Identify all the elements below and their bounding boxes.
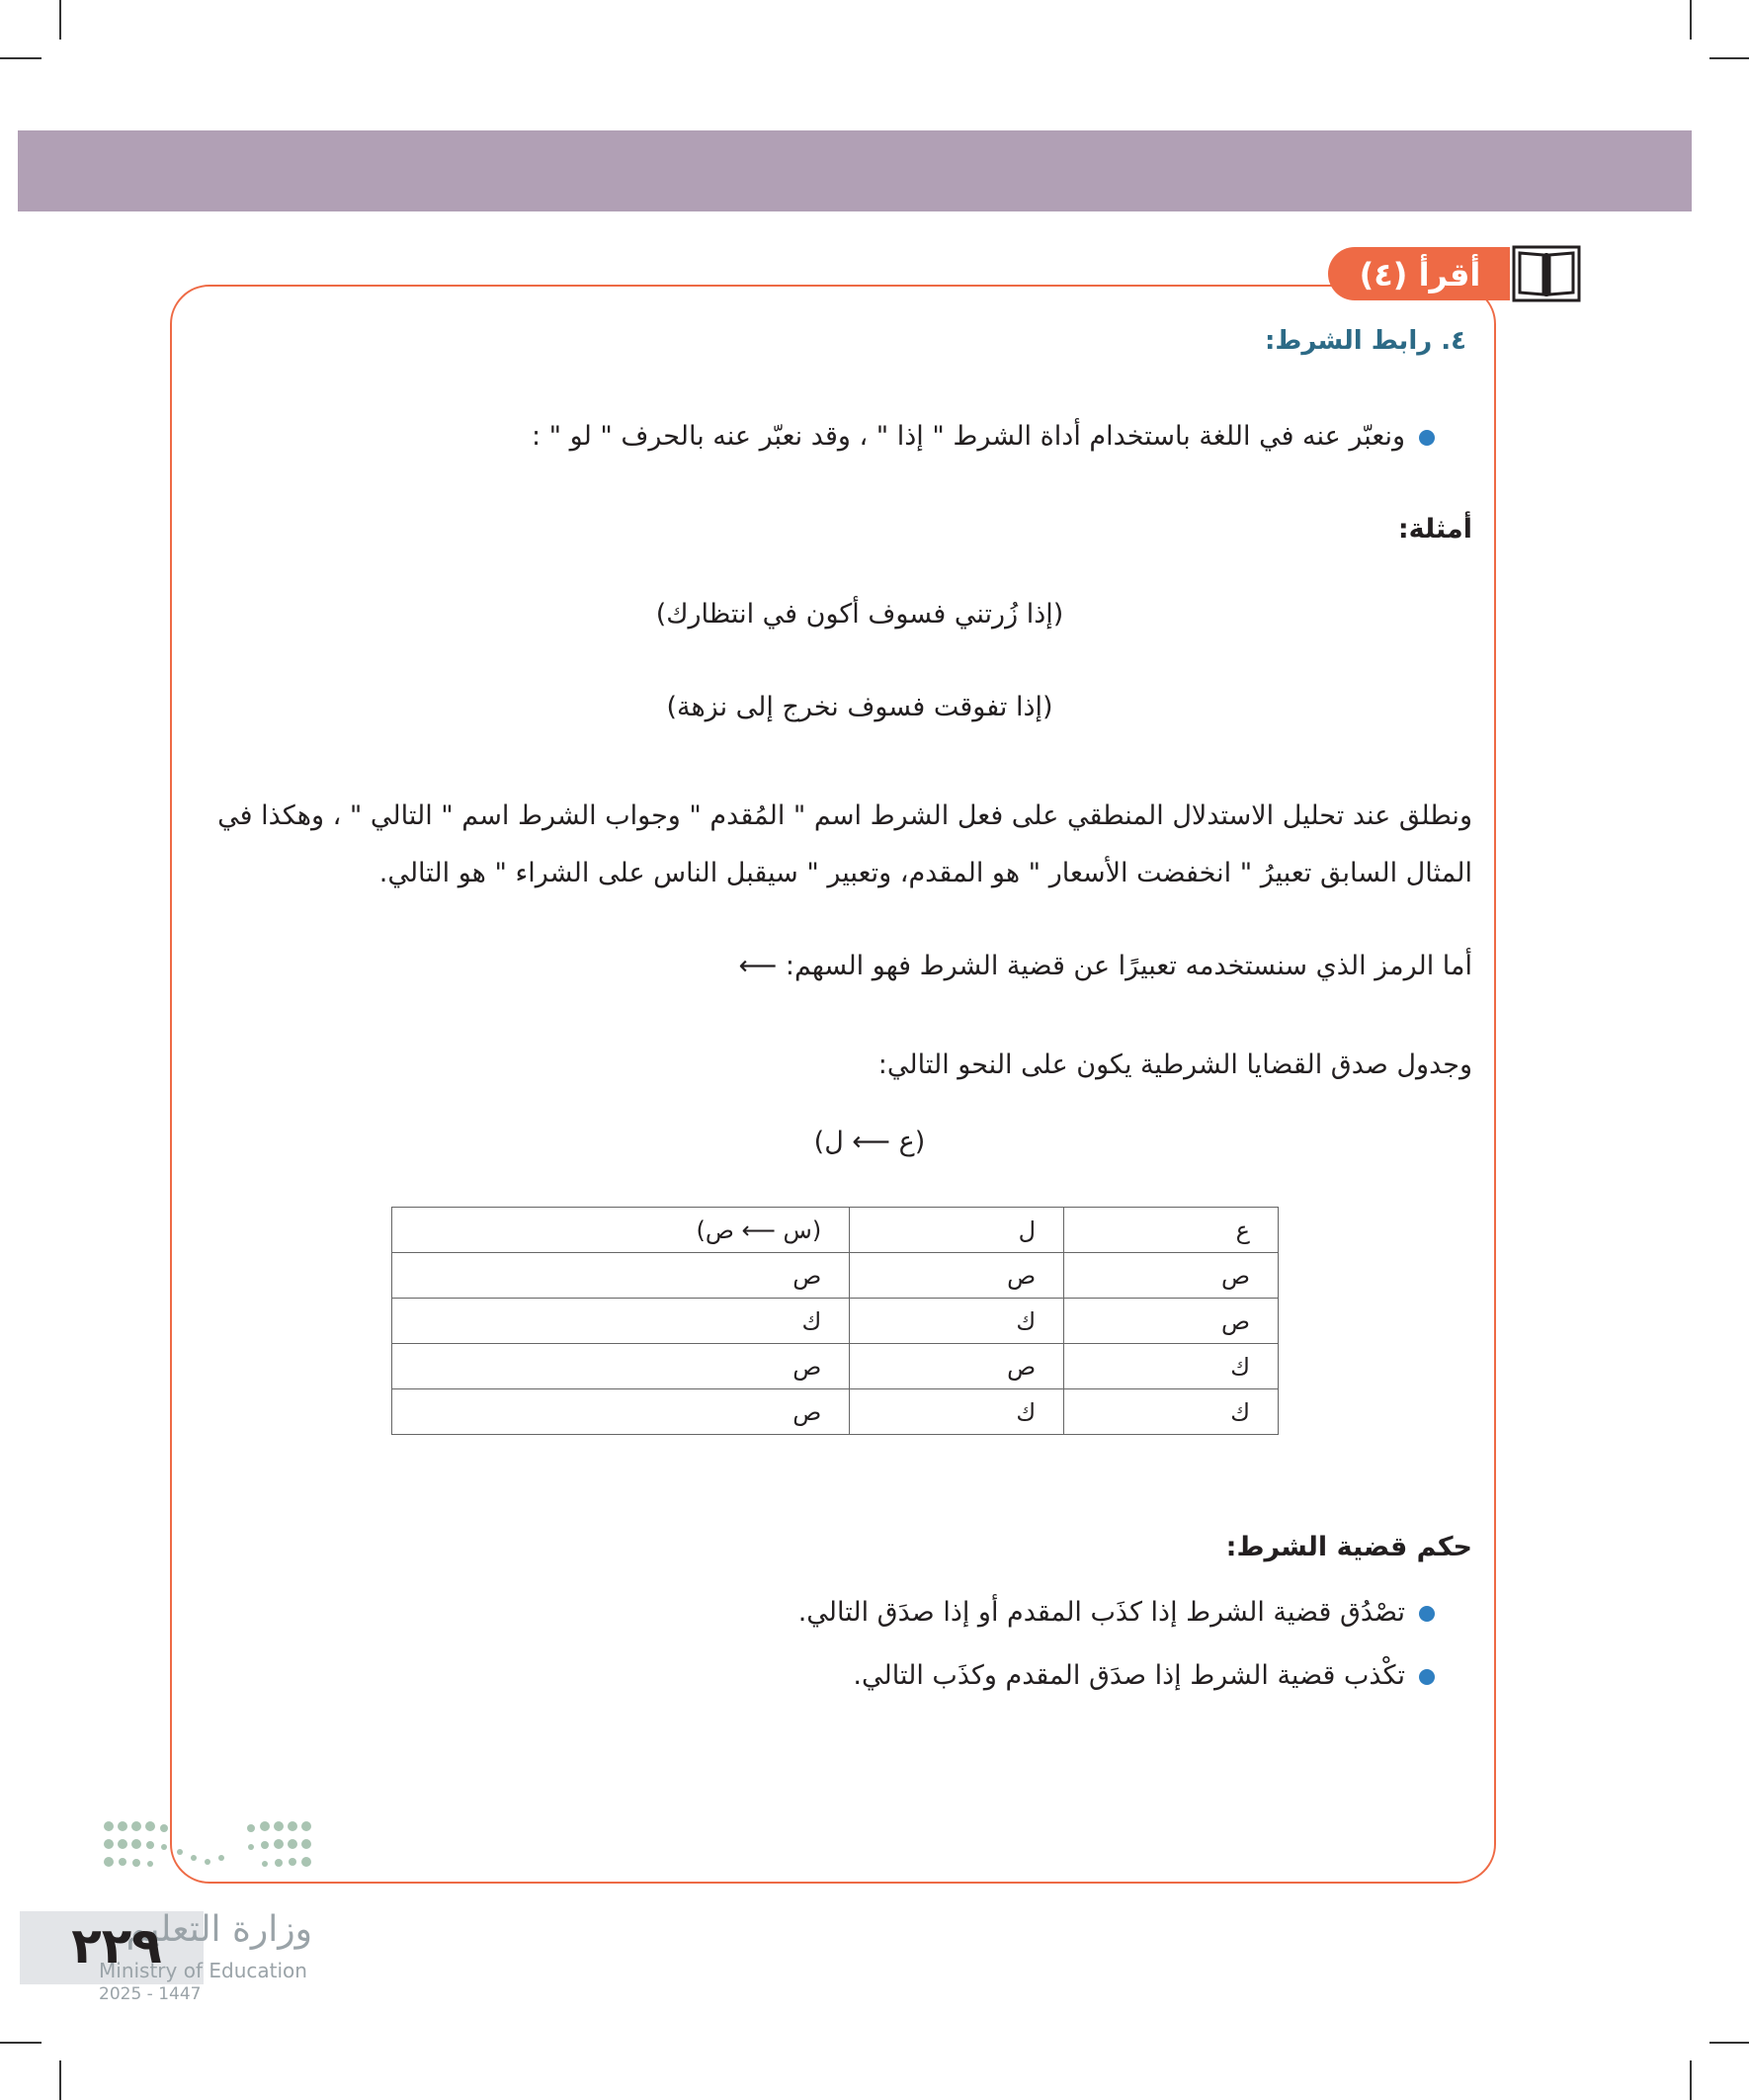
table-cell: ك (1064, 1389, 1279, 1435)
crop-mark (59, 2060, 61, 2100)
section-title: ٤. رابط الشرط: (1264, 326, 1466, 356)
table-cell: ص (392, 1253, 850, 1299)
crop-mark (0, 57, 42, 59)
ministry-year: 2025 - 1447 (99, 1984, 202, 2004)
table-row (392, 1344, 1279, 1389)
example-1: (إذا زُرتني فسوف أكون في انتظارك) (655, 599, 1064, 630)
rule-bullet-1 (798, 1585, 1435, 1640)
rule-bullet-2-text: تكْذب قضية الشرط إذا صدَق المقدم وكذَب التالي. (853, 1660, 1405, 1691)
table-cell: ص (1064, 1299, 1279, 1344)
table-cell: ك (1064, 1344, 1279, 1389)
table-header-row (392, 1208, 1279, 1253)
table-row (392, 1299, 1279, 1344)
crop-mark (59, 0, 61, 40)
crop-mark (0, 2042, 42, 2044)
rule-bullet-2 (853, 1648, 1435, 1704)
table-cell: ك (850, 1299, 1064, 1344)
intro-text: ونعبّر عنه في اللغة باستخدام أداة الشرط " إذا " ، وقد نعبّر عنه بالحرف " لو " : (531, 421, 1405, 452)
table-cell: ص (850, 1344, 1064, 1389)
rule-bullet-1-text: تصْدُق قضية الشرط إذا كذَب المقدم أو إذا صدَق التالي. (797, 1597, 1405, 1628)
table-cell: ك (392, 1299, 850, 1344)
ministry-name-ar: وزارة التعليم (125, 1909, 312, 1950)
bullet-icon (1419, 1606, 1435, 1622)
table-cell: ص (392, 1389, 850, 1435)
table-header-cell: (س ⟵ ص) (392, 1208, 850, 1253)
book-icon (1512, 245, 1581, 302)
examples-heading: أمثلة: (1397, 514, 1472, 545)
ministry-name-en: Ministry of Education (99, 1959, 307, 1982)
bullet-icon (1419, 1669, 1435, 1685)
example-2: (إذا تفوقت فسوف نخرج إلى نزهة) (666, 692, 1053, 722)
intro-bullet (532, 409, 1435, 464)
table-cell: ص (1064, 1253, 1279, 1299)
crop-mark (1690, 0, 1692, 40)
crop-mark (1709, 2042, 1749, 2044)
crop-mark (1690, 2060, 1692, 2100)
header-band (18, 130, 1692, 211)
ministry-logo-icon (103, 1818, 316, 1878)
paragraph-line-2: المثال السابق تعبيرُ " انخفضت الأسعار " هو المقدم، وتعبير " سيقبل الناس على الشراء " هو التالي. (378, 858, 1472, 888)
table-row (392, 1389, 1279, 1435)
formula: (ع ⟵ ل) (813, 1127, 926, 1157)
paragraph-line-1: ونطلق عند تحليل الاستدلال المنطقي على فعل الشرط اسم " المُقدم " وجواب الشرط اسم " التالي " ، وهكذا في (217, 800, 1472, 831)
table-row (392, 1253, 1279, 1299)
table-header-cell: ع (1064, 1208, 1279, 1253)
table-header-cell: ل (850, 1208, 1064, 1253)
crop-mark (1709, 57, 1749, 59)
read-tab-label: أقرأ (٤) (1359, 256, 1481, 294)
table-cell: ك (850, 1389, 1064, 1435)
page-number: ٢٢٩ (71, 1917, 162, 1974)
table-cell: ص (392, 1344, 850, 1389)
bullet-icon (1419, 430, 1435, 446)
table-cell: ص (850, 1253, 1064, 1299)
table-intro: وجدول صدق القضايا الشرطية يكون على النحو التالي: (877, 1050, 1472, 1080)
symbol-line: أما الرمز الذي سنستخدمه تعبيرًا عن قضية الشرط فهو السهم: ⟵ (738, 951, 1472, 981)
rule-heading: حكم قضية الشرط: (1225, 1532, 1472, 1562)
truth-table (391, 1207, 1279, 1435)
